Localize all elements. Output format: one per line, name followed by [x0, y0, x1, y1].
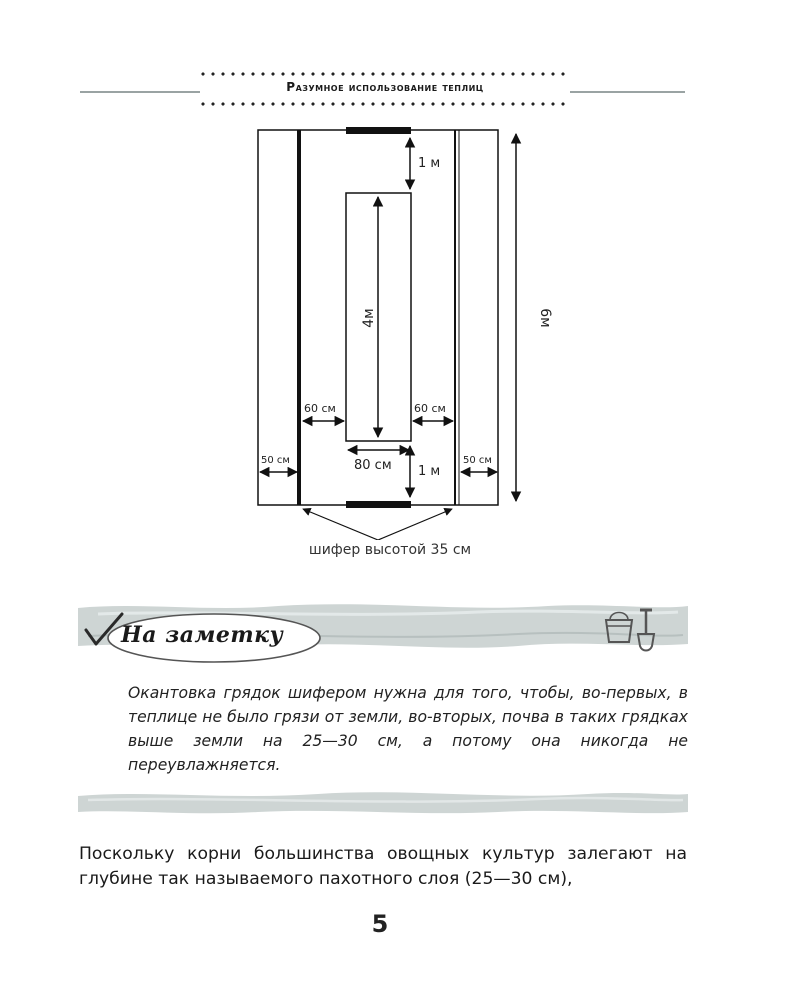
note-text: Окантовка грядок шифером нужна для того, чтобы, во-первых, в теплице не было грязи от земли, во-вторых, почва в таких грядках выше земли на 25—30 см, а потому она никогда не переувлажняется. — [128, 684, 688, 774]
body-paragraph: Поскольку корни большинства овощных культур залегают на глубине так называемого пахотного слоя (25—30 см), — [79, 844, 687, 889]
label-1m-bottom: 1 м — [418, 464, 441, 479]
label-60cm-left: 60 см — [304, 402, 336, 415]
diagram-caption: шифер высотой 35 см — [308, 542, 472, 558]
header-dots-bottom — [198, 102, 570, 106]
brush-stroke-bottom — [78, 792, 688, 813]
page-header — [0, 0, 800, 120]
running-title: Разумное использование теплиц — [286, 80, 484, 94]
label-60cm-right: 60 см — [414, 402, 446, 415]
label-50cm-right: 50 см — [463, 455, 492, 466]
label-1m-top: 1 м — [418, 156, 441, 171]
label-4m: 4м — [361, 308, 377, 328]
header-rule-right — [570, 91, 685, 93]
header-rule-left — [80, 91, 200, 93]
top-slate-bar — [346, 127, 411, 134]
header-dots-top — [198, 72, 570, 76]
note-title: На заметку — [121, 622, 284, 648]
greenhouse-diagram — [0, 120, 800, 540]
bottom-slate-bar — [346, 501, 411, 508]
label-50cm-left: 50 см — [261, 455, 290, 466]
pointer-slate-right — [378, 509, 452, 540]
label-80cm: 80 см — [354, 458, 392, 473]
label-6m: 6м — [537, 308, 553, 328]
pointer-slate-left — [303, 509, 378, 540]
page-number: 5 — [371, 910, 389, 938]
